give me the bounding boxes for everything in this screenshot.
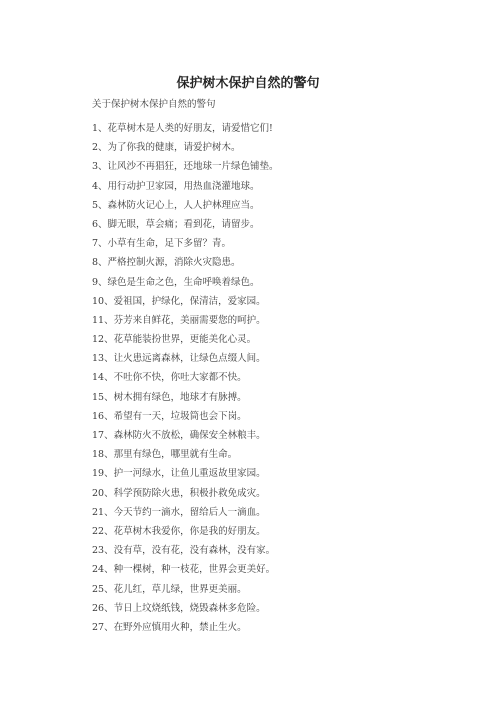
list-item: 23、没有草，没有花，没有森林，没有家。 [92, 545, 276, 557]
list-item: 18、那里有绿色，哪里就有生命。 [92, 449, 238, 461]
list-item: 1、花草树木是人类的好朋友，请爱惜它们! [92, 123, 273, 134]
list-item: 12、花草能装扮世界，更能美化心灵。 [92, 334, 257, 346]
list-item: 26、节日上坟烧纸钱，烧毁森林多危险。 [92, 602, 266, 614]
list-item: 27、在野外应慎用火种，禁止生火。 [92, 621, 247, 633]
slogan-list [92, 119, 279, 637]
list-item: 17、森林防火不放松，确保安全林粮丰。 [92, 430, 266, 441]
list-item: 2、为了你我的健康，请爱护树木。 [92, 142, 241, 154]
list-item: 4、用行动护卫家园，用热血浇灌地球。 [92, 180, 260, 192]
list-item: 5、森林防火记心上，人人护林理应当。 [92, 199, 260, 211]
list-item: 11、芬芳来自鲜花，美丽需要您的呵护。 [92, 314, 266, 326]
list-item: 7、小草有生命，足下多留？青。 [92, 238, 232, 250]
list-item: 15、树木拥有绿色，地球才有脉搏。 [92, 391, 247, 403]
list-item: 3、让风沙不再猖狂，还地球一片绿色铺垫。 [92, 161, 279, 173]
list-item: 21、今天节约一滴水，留给后人一滴血。 [92, 506, 266, 518]
list-item: 9、绿色是生命之色，生命呼唤着绿色。 [92, 276, 260, 288]
list-item: 6、脚无眼，草会痛；看到花，请留步。 [92, 218, 260, 230]
list-item: 25、花儿红，草儿绿，世界更美丽。 [92, 583, 247, 595]
document-subtitle: 关于保护树木保护自然的警句 [92, 99, 216, 110]
list-item: 22、花草树木我爱你，你是我的好朋友。 [92, 525, 266, 537]
list-item: 24、种一棵树，种一枝花，世界会更美好。 [92, 564, 276, 576]
list-item: 10、爱祖国，护绿化，保清洁，爱家园。 [92, 295, 266, 307]
list-item: 8、严格控制火源，消除火灾隐患。 [92, 257, 241, 269]
list-item: 16、希望有一天，垃圾筒也会下岗。 [92, 410, 247, 422]
list-item: 14、不吐你不快，你吐大家都不快。 [92, 372, 247, 384]
list-item: 20、科学预防除火患，积极扑救免成灾。 [92, 487, 266, 499]
list-item: 13、让火患远离森林，让绿色点缀人间。 [92, 353, 266, 365]
list-item: 19、护一河绿水，让鱼儿重返故里家园。 [92, 468, 266, 480]
document-title: 保护树木保护自然的警句 [176, 76, 320, 91]
